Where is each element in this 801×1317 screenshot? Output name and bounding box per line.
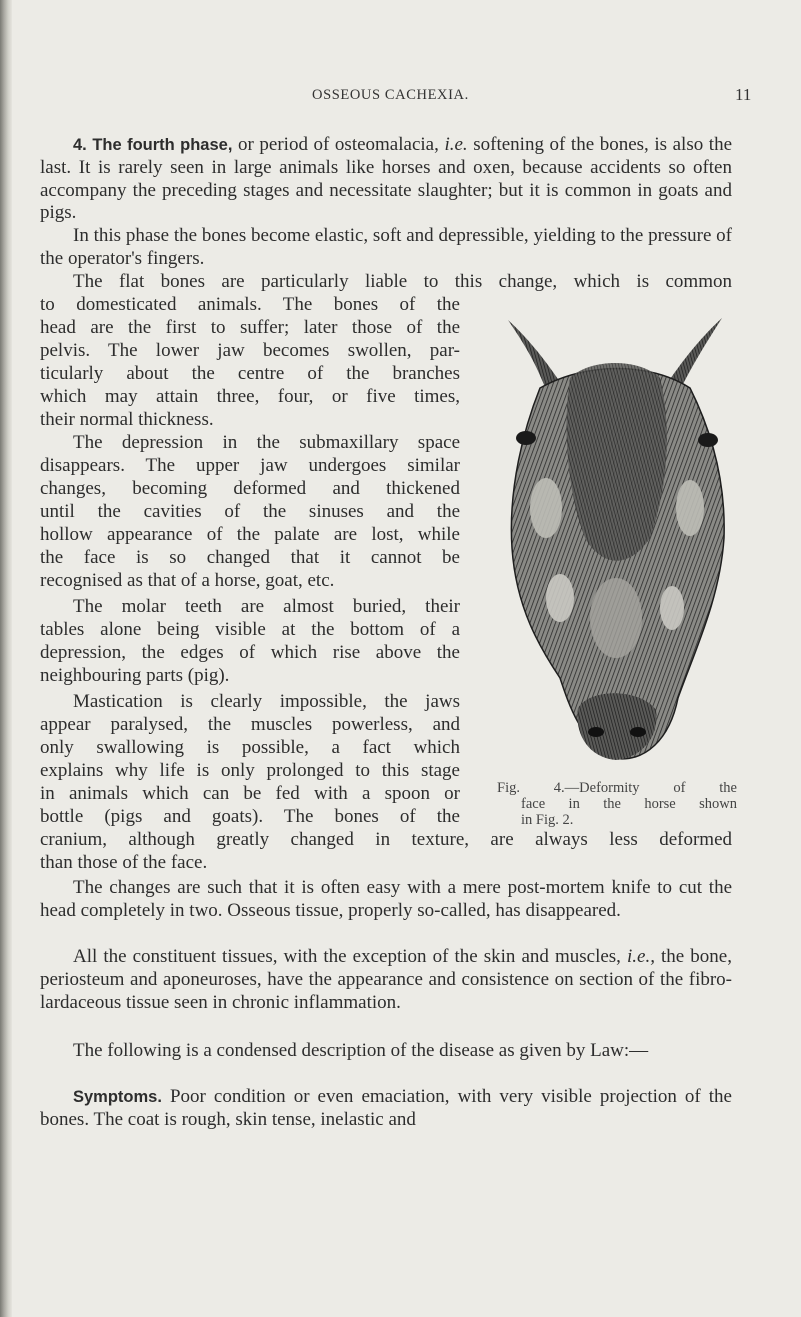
paragraph-constituent-tissues — [40, 946, 732, 1014]
paragraph-number: 4. — [73, 136, 87, 154]
text-line: recognised as that of a horse, goat, etc. — [40, 570, 335, 591]
text-line: their normal thickness. — [40, 409, 214, 430]
italic-abbreviation: i.e., — [627, 946, 655, 967]
paragraph-text: Poor condition or even emaciation, with very visible projection of the bones. The coat is rough, skin tense, inelastic and — [40, 1086, 732, 1130]
section-heading: Symptoms. — [73, 1088, 162, 1106]
paragraph-post-mortem: The changes are such that it is often easy with a mere post-mortem knife to cut the head completely in two. Osseous tissue, properly so-called, has disappeared. — [40, 877, 732, 921]
paragraph-symptoms — [40, 1086, 732, 1132]
figure-caption — [497, 780, 737, 828]
book-spine-edge — [0, 0, 12, 1317]
text-line: hollow appearance of the palate are lost, while — [40, 524, 460, 545]
caption-line: face in the horse shown — [521, 796, 737, 812]
text-line: to domesticated animals. The bones of the — [40, 294, 460, 315]
text-line: tables alone being visible at the bottom of a — [40, 619, 460, 640]
italic-abbreviation: i.e. — [444, 134, 468, 155]
paragraph-text: the bone, periosteum and aponeuroses, have the appearance and consistence on section of the fibro-lardaceous tissue seen in chronic inflammation. — [40, 946, 732, 1013]
text-line: appear paralysed, the muscles powerless, and — [40, 714, 460, 735]
paragraph-text: All the constituent tissues, with the exception of the skin and muscles, — [73, 946, 621, 967]
horse-face-illustration — [500, 318, 728, 778]
caption-line: in Fig. 2. — [521, 812, 574, 828]
text-line: cranium, although greatly changed in texture, are always less deformed — [40, 829, 732, 850]
text-line: changes, becoming deformed and thickened — [40, 478, 460, 499]
text-line: than those of the face. — [40, 852, 208, 873]
caption-line: Fig. 4.—Deformity of the — [497, 780, 737, 796]
text-line: depression, the edges of which rise above the — [40, 642, 460, 663]
text-line: explains why life is only prolonged to this stage — [40, 760, 460, 781]
page-number: 11 — [735, 85, 752, 104]
text-line: The molar teeth are almost buried, their — [73, 596, 460, 617]
running-title: OSSEOUS CACHEXIA. — [312, 87, 469, 103]
text-line: ticularly about the centre of the branches — [40, 363, 460, 384]
text-line: The depression in the submaxillary space — [73, 432, 460, 453]
text-line: bottle (pigs and goats). The bones of the — [40, 806, 460, 827]
text-line: pelvis. The lower jaw becomes swollen, par- — [40, 340, 460, 361]
paragraph-law-description: The following is a condensed description of the disease as given by Law:— — [73, 1040, 649, 1061]
paragraph-fourth-phase — [40, 134, 732, 225]
text-line: neighbouring parts (pig). — [40, 665, 230, 686]
section-heading: The fourth phase, — [92, 136, 233, 154]
text-line: disappears. The upper jaw undergoes similar — [40, 455, 460, 476]
text-line: the face is so changed that it cannot be — [40, 547, 460, 568]
text-line: Mastication is clearly impossible, the jaws — [73, 691, 460, 712]
paragraph-flat-bones-line: The flat bones are particularly liable to this change, which is common — [73, 271, 732, 292]
paragraph-text: or period of osteomalacia, — [238, 134, 439, 155]
text-line: head are the first to suffer; later those of the — [40, 317, 460, 338]
text-line: in animals which can be fed with a spoon or — [40, 783, 460, 804]
text-line: until the cavities of the sinuses and the — [40, 501, 460, 522]
text-line: which may attain three, four, or five times, — [40, 386, 460, 407]
text-line: only swallowing is possible, a fact which — [40, 737, 460, 758]
paragraph-text: softening of the bones, is also the last. It is rarely seen in large animals like horses and oxen, because accidents so often accompany the preceding stages and necessitate slaughter; but it is common in goats and pigs. — [40, 134, 733, 224]
running-header — [0, 87, 801, 111]
paragraph-elastic-bones: In this phase the bones become elastic, soft and depressible, yielding to the pressure of the operator's fingers. — [40, 225, 732, 269]
